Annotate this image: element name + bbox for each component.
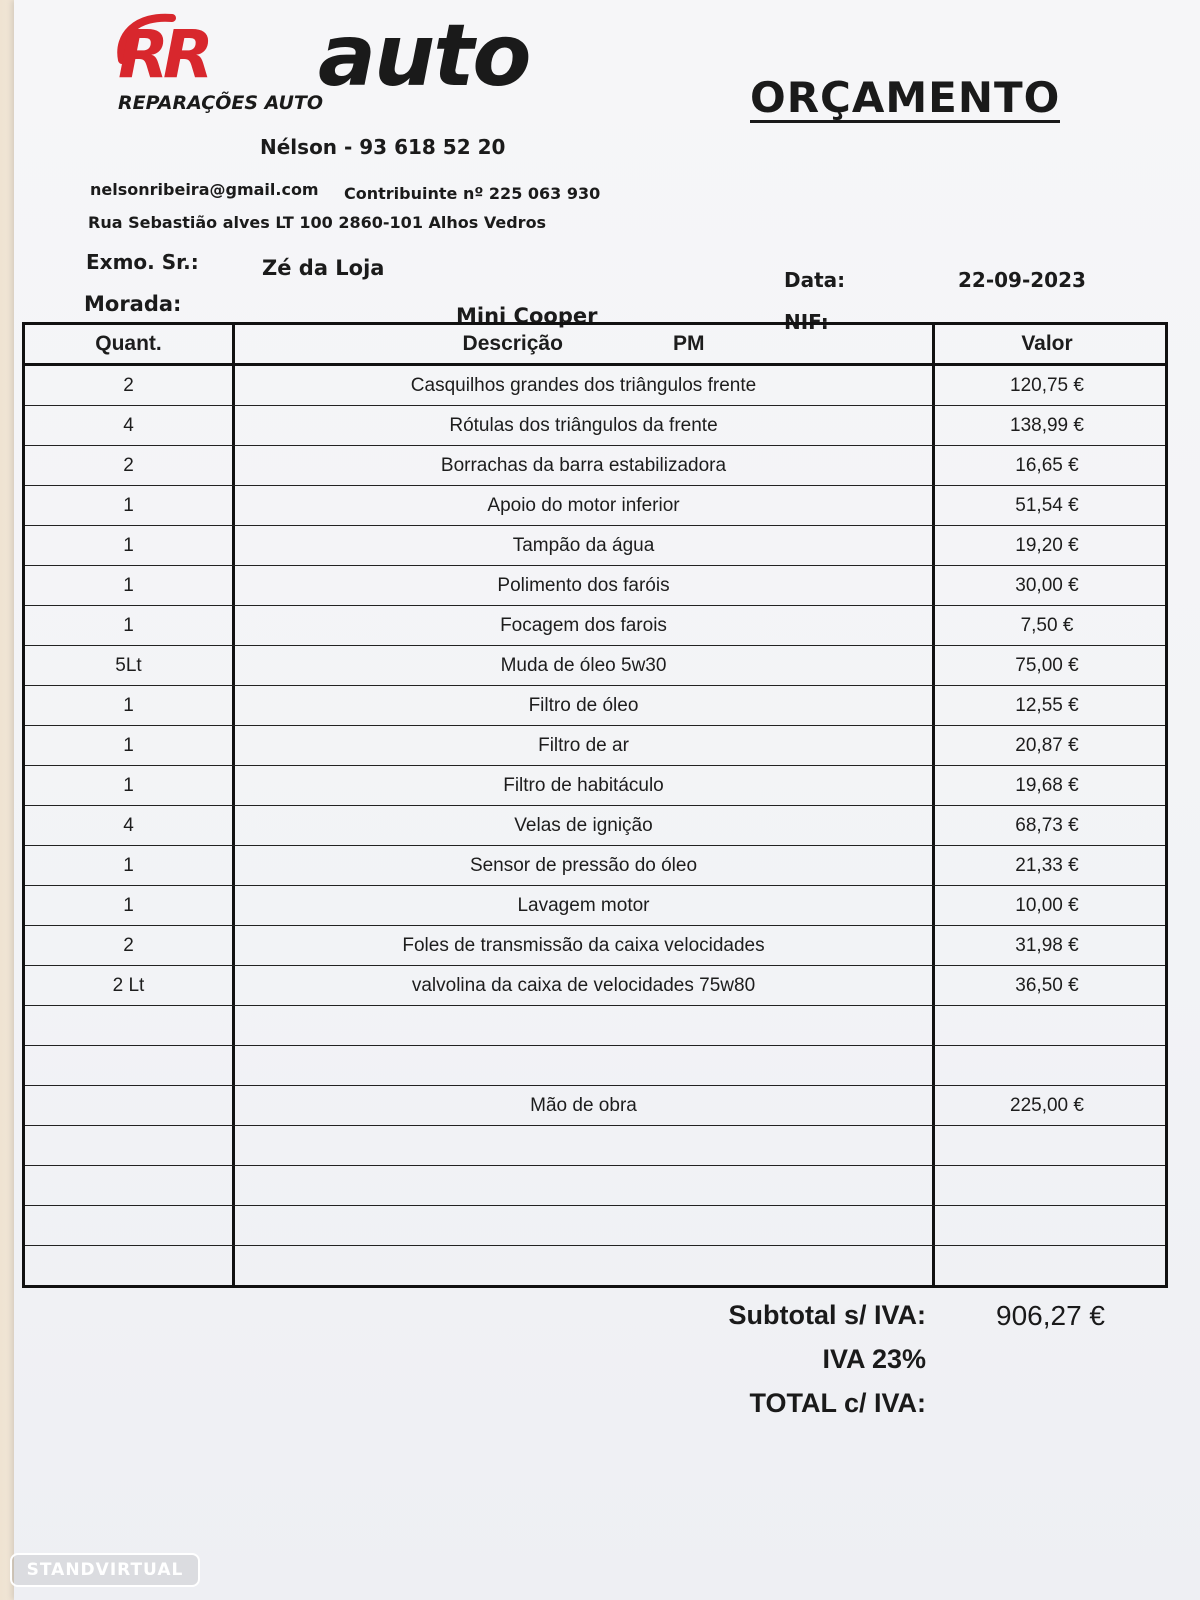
row-quantity: 1 <box>25 766 235 805</box>
contact-phone: Nélson - 93 618 52 20 <box>260 135 506 159</box>
row-description: Filtro de óleo <box>235 686 935 725</box>
row-quantity <box>25 1006 235 1045</box>
row-value: 19,20 € <box>1015 534 1079 556</box>
row-description <box>235 1006 935 1045</box>
row-description: Rótulas dos triângulos da frente <box>235 406 935 445</box>
row-value: 68,73 € <box>1015 814 1079 836</box>
row-quantity <box>25 1126 235 1165</box>
row-quantity: 2 Lt <box>25 966 235 1005</box>
row-quantity <box>25 1166 235 1205</box>
contact-email: nelsonribeira@gmail.com <box>90 180 319 199</box>
vehicle-model: Mini Cooper <box>456 304 598 328</box>
row-value: 225,00 € <box>1010 1094 1084 1116</box>
table-row <box>25 966 1165 1006</box>
table-row <box>25 766 1165 806</box>
row-value: 12,55 € <box>1015 694 1079 716</box>
table-row <box>25 686 1165 726</box>
nif-label: NIF: <box>784 310 829 334</box>
company-address: Rua Sebastião alves LT 100 2860-101 Alhos Vedros <box>88 213 547 232</box>
header-value: Valor <box>1021 332 1073 355</box>
row-value: 19,68 € <box>1015 774 1079 796</box>
table-row <box>25 366 1165 406</box>
row-value: 75,00 € <box>1015 654 1079 676</box>
exmo-label: Exmo. Sr.: <box>86 250 199 274</box>
row-description: Focagem dos farois <box>235 606 935 645</box>
row-value: 16,65 € <box>1015 454 1079 476</box>
table-row <box>25 886 1165 926</box>
document-title: ORÇAMENTO <box>750 73 1061 122</box>
table-row <box>25 1246 1165 1285</box>
row-description: Muda de óleo 5w30 <box>235 646 935 685</box>
row-description <box>235 1046 935 1085</box>
row-value: 51,54 € <box>1015 494 1079 516</box>
row-value: 10,00 € <box>1015 894 1079 916</box>
row-value: 7,50 € <box>1020 614 1074 636</box>
table-row <box>25 1126 1165 1166</box>
row-quantity: 2 <box>25 446 235 485</box>
row-value: 36,50 € <box>1015 974 1079 996</box>
date-label: Data: <box>784 268 846 292</box>
table-row <box>25 406 1165 446</box>
table-row <box>25 1206 1165 1246</box>
total-label: TOTAL c/ IVA: <box>749 1388 926 1418</box>
row-value <box>935 1006 1159 1045</box>
row-description: Filtro de habitáculo <box>235 766 935 805</box>
row-quantity: 2 <box>25 926 235 965</box>
table-row <box>25 566 1165 606</box>
table-row <box>25 726 1165 766</box>
table-row <box>25 1086 1165 1126</box>
header-quantity: Quant. <box>25 325 235 363</box>
table-row <box>25 1006 1165 1046</box>
iva-label: IVA 23% <box>822 1344 926 1374</box>
logo-subtitle: REPARAÇÕES AUTO <box>118 92 324 114</box>
subtotal-label: Subtotal s/ IVA: <box>728 1300 926 1330</box>
row-quantity: 2 <box>25 366 235 405</box>
row-quantity: 1 <box>25 606 235 645</box>
company-logo <box>118 6 578 121</box>
row-description <box>235 1246 935 1285</box>
logo-word: auto <box>318 6 530 106</box>
row-quantity <box>25 1046 235 1085</box>
row-quantity <box>25 1086 235 1125</box>
row-description: valvolina da caixa de velocidades 75w80 <box>235 966 935 1005</box>
row-quantity: 1 <box>25 846 235 885</box>
row-value: 21,33 € <box>1015 854 1079 876</box>
items-table <box>22 322 1168 1288</box>
header-description-label: Descrição <box>462 332 563 355</box>
row-value <box>935 1046 1159 1085</box>
table-row <box>25 606 1165 646</box>
table-row <box>25 646 1165 686</box>
row-quantity: 5Lt <box>25 646 235 685</box>
row-description: Sensor de pressão do óleo <box>235 846 935 885</box>
row-value: 30,00 € <box>1015 574 1079 596</box>
row-description: Foles de transmissão da caixa velocidades <box>235 926 935 965</box>
table-row <box>25 806 1165 846</box>
date-value: 22-09-2023 <box>958 268 1086 292</box>
header-pm: PM <box>672 332 705 355</box>
row-quantity: 1 <box>25 726 235 765</box>
row-quantity <box>25 1206 235 1245</box>
row-quantity: 1 <box>25 886 235 925</box>
row-quantity: 1 <box>25 566 235 605</box>
client-name: Zé da Loja <box>262 256 385 280</box>
row-description <box>235 1166 935 1205</box>
table-row <box>25 1046 1165 1086</box>
row-description: Polimento dos faróis <box>235 566 935 605</box>
logo-mark: RR <box>118 16 208 93</box>
subtotal-value: 906,27 € <box>996 1300 1105 1331</box>
table-row <box>25 1166 1165 1206</box>
row-quantity: 1 <box>25 486 235 525</box>
row-description: Casquilhos grandes dos triângulos frente <box>235 366 935 405</box>
row-value <box>935 1166 1159 1205</box>
table-row <box>25 926 1165 966</box>
header-description <box>235 325 935 363</box>
table-header-row <box>25 325 1165 366</box>
watermark-logo: STANDVIRTUAL <box>10 1553 200 1587</box>
row-value: 120,75 € <box>1010 374 1084 396</box>
row-description <box>235 1206 935 1245</box>
row-value <box>935 1126 1159 1165</box>
row-value: 20,87 € <box>1015 734 1079 756</box>
row-value <box>935 1246 1159 1285</box>
row-quantity: 1 <box>25 526 235 565</box>
row-description <box>235 1126 935 1165</box>
row-description: Borrachas da barra estabilizadora <box>235 446 935 485</box>
row-description: Mão de obra <box>235 1086 935 1125</box>
row-description: Filtro de ar <box>235 726 935 765</box>
company-taxpayer-number: Contribuinte nº 225 063 930 <box>344 184 601 203</box>
table-row <box>25 846 1165 886</box>
row-value <box>935 1206 1159 1245</box>
table-row <box>25 486 1165 526</box>
row-description: Velas de ignição <box>235 806 935 845</box>
table-row <box>25 526 1165 566</box>
row-description: Tampão da água <box>235 526 935 565</box>
row-value: 31,98 € <box>1015 934 1079 956</box>
row-quantity <box>25 1246 235 1285</box>
row-value: 138,99 € <box>1010 414 1084 436</box>
row-quantity: 4 <box>25 806 235 845</box>
table-row <box>25 446 1165 486</box>
row-description: Apoio do motor inferior <box>235 486 935 525</box>
row-quantity: 4 <box>25 406 235 445</box>
row-description: Lavagem motor <box>235 886 935 925</box>
morada-label: Morada: <box>84 292 182 316</box>
row-quantity: 1 <box>25 686 235 725</box>
